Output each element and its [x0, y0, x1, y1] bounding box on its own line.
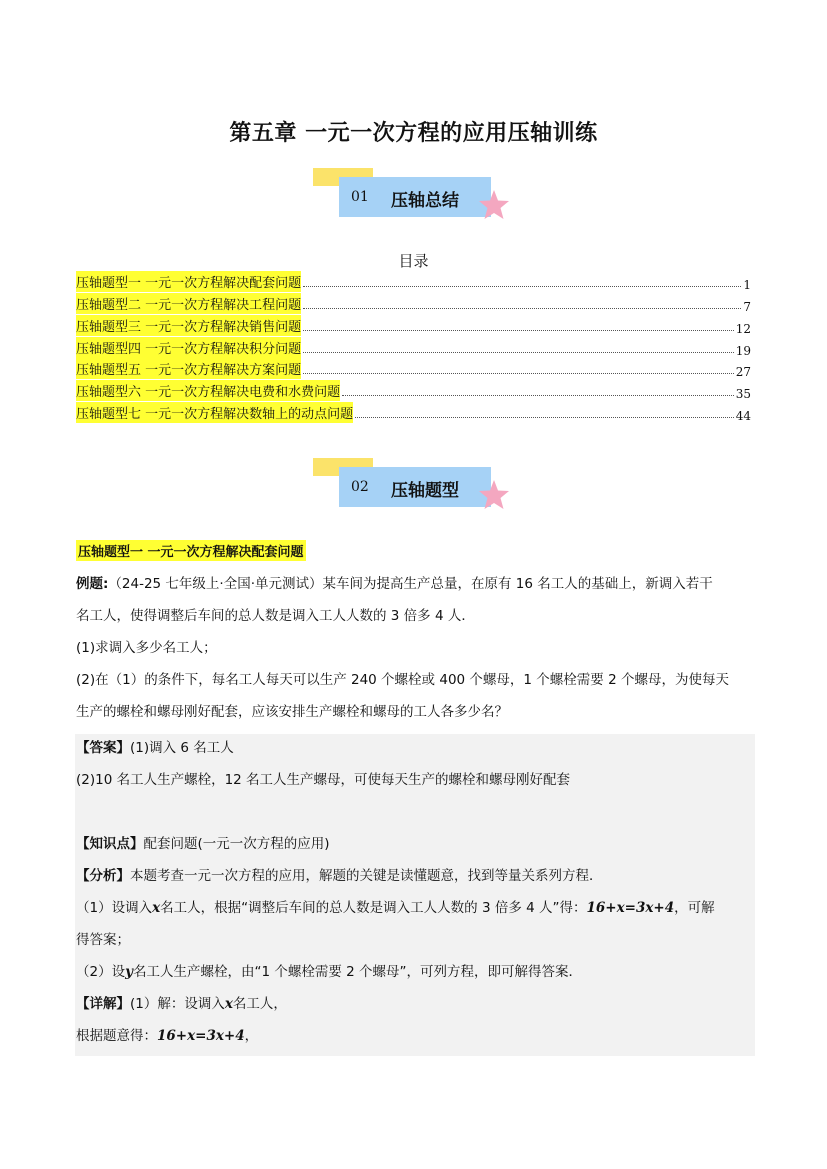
toc-item-page: 7 [743, 300, 751, 314]
detail-line: 名工人， [232, 996, 287, 1012]
toc-item-label: 压轴题型六 一元一次方程解决电费和水费问题 [76, 380, 340, 401]
math-variable: x [224, 996, 233, 1012]
answer-line: (1)调入 6 名工人 [130, 740, 234, 756]
toc-item-label: 压轴题型五 一元一次方程解决方案问题 [76, 358, 301, 379]
toc-item-label: 压轴题型二 一元一次方程解决工程问题 [76, 293, 301, 314]
detail-line: ， [244, 1028, 259, 1044]
toc-item-page: 27 [735, 365, 751, 379]
toc-item-page: 35 [735, 387, 751, 401]
banner-number: 02 [351, 479, 369, 495]
math-variable: y [125, 964, 133, 980]
analysis-step: 得答案； [76, 932, 130, 948]
math-variable: x [152, 900, 161, 916]
answer-label: 【答案】 [76, 740, 130, 756]
toc-leader-dots [342, 395, 734, 396]
star-icon [477, 188, 511, 222]
example-label: 例题: [76, 576, 109, 592]
analysis-text: 本题考查一元一次方程的应用，解题的关键是读懂题意，找到等量关系列方程． [130, 868, 603, 884]
toc-leader-dots [303, 286, 741, 287]
banner-blue-box [339, 177, 491, 217]
toc-item-label: 压轴题型三 一元一次方程解决销售问题 [76, 315, 301, 336]
example-line: （24-25 七年级上·全国·单元测试）某车间为提高生产总量，在原有 16 名工人的基础上，新调入若干 [108, 576, 713, 592]
banner-title: 压轴题型 [391, 481, 459, 501]
banner-blue-box [339, 467, 491, 507]
example-question [76, 568, 754, 728]
analysis-step: ，可解 [674, 900, 715, 916]
page-title: 第五章 一元一次方程的应用压轴训练 [229, 121, 598, 146]
banner-number: 01 [351, 189, 369, 205]
detail-line: 根据题意得： [76, 1028, 157, 1044]
toc-leader-dots [303, 330, 734, 331]
analysis-block [76, 828, 754, 1052]
answer-block [76, 732, 754, 796]
toc-leader-dots [303, 373, 734, 374]
analysis-step: （1）设调入 [76, 900, 153, 916]
toc-leader-dots [303, 308, 741, 309]
toc-item-label: 压轴题型四 一元一次方程解决积分问题 [76, 337, 301, 358]
example-line: 名工人，使得调整后车间的总人数是调入工人人数的 3 倍多 4 人． [76, 608, 475, 624]
toc-leader-dots [355, 417, 734, 418]
toc-item[interactable] [76, 338, 751, 358]
toc-title: 目录 [398, 252, 429, 270]
answer-line: (2)10 名工人生产螺栓，12 名工人生产螺母，可使每天生产的螺栓和螺母刚好配套 [76, 772, 571, 788]
math-equation: 16+x=3x+4 [586, 900, 675, 916]
toc-item[interactable] [76, 403, 751, 423]
toc-item[interactable] [76, 381, 751, 401]
section-banner-summary [313, 168, 513, 228]
toc-item-page: 44 [735, 409, 751, 423]
toc-item-page: 1 [743, 278, 751, 292]
knowledge-label: 【知识点】 [76, 836, 144, 852]
toc-leader-dots [303, 352, 734, 353]
section-banner-types [313, 458, 513, 518]
analysis-step: 名工人生产螺栓，由“1 个螺栓需要 2 个螺母”，可列方程，即可解得答案． [132, 964, 582, 980]
detail-line: (1）解：设调入 [130, 996, 225, 1012]
math-equation: 16+x=3x+4 [157, 1028, 245, 1044]
detail-label: 【详解】 [76, 996, 130, 1012]
analysis-step: （2）设 [76, 964, 126, 980]
knowledge-text: 配套问题(一元一次方程的应用) [143, 836, 330, 852]
analysis-step: 名工人，根据“调整后车间的总人数是调入工人人数的 3 倍多 4 人”得： [160, 900, 587, 916]
toc-item-label: 压轴题型七 一元一次方程解决数轴上的动点问题 [76, 402, 353, 423]
toc-item-page: 19 [735, 344, 751, 358]
toc-item[interactable] [76, 316, 751, 336]
toc-item[interactable] [76, 359, 751, 379]
toc-item[interactable] [76, 272, 751, 292]
banner-title: 压轴总结 [391, 191, 459, 211]
toc-item-label: 压轴题型一 一元一次方程解决配套问题 [76, 271, 301, 292]
analysis-label: 【分析】 [76, 868, 130, 884]
star-icon [477, 478, 511, 512]
example-subquestion: (2)在（1）的条件下，每名工人每天可以生产 240 个螺栓或 400 个螺母，1 个螺栓需要 2 个螺母，为使每天 [76, 672, 729, 688]
toc-item-page: 12 [735, 322, 751, 336]
example-subquestion: (1)求调入多少名工人； [76, 640, 217, 656]
toc-item[interactable] [76, 294, 751, 314]
example-line: 生产的螺栓和螺母刚好配套，应该安排生产螺栓和螺母的工人各多少名？ [76, 704, 508, 720]
section-heading: 压轴题型一 一元一次方程解决配套问题 [76, 540, 306, 561]
